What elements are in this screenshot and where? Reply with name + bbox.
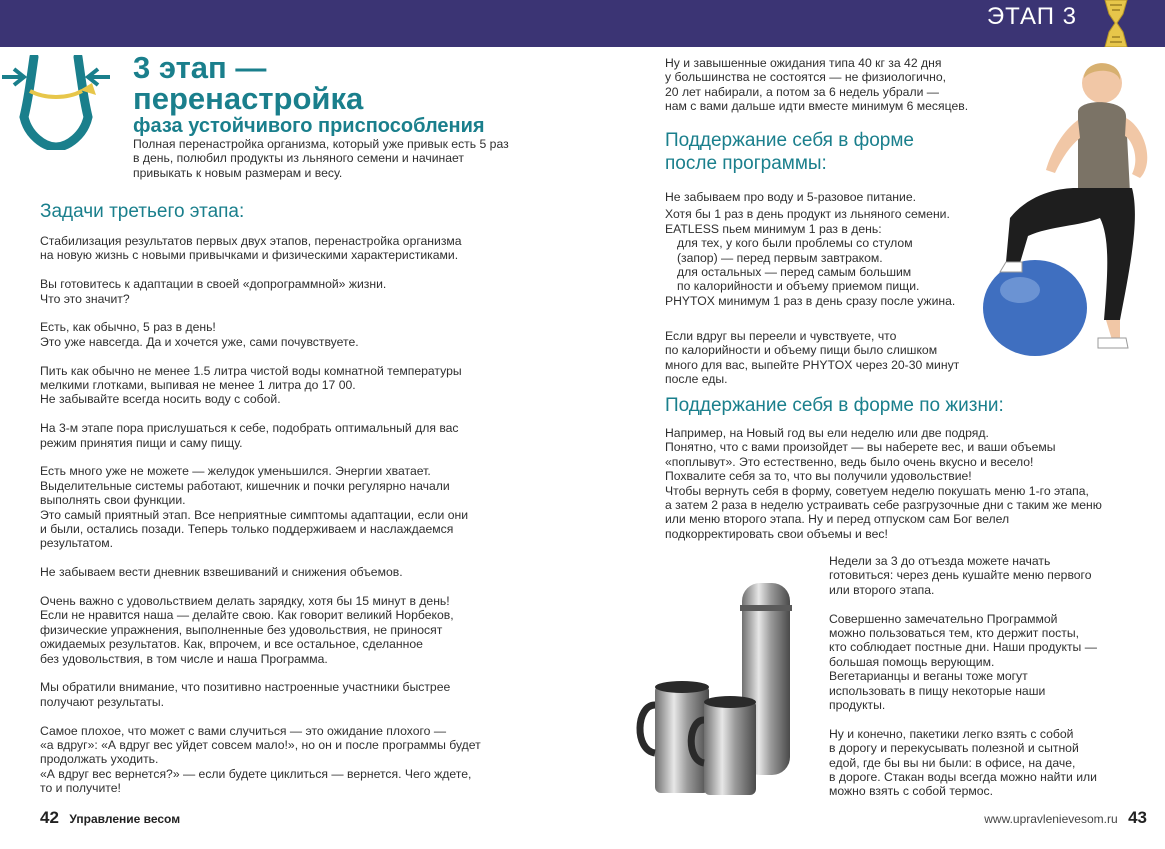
for-life-line: а затем 2 раза в неделю устраивать себе разгрузочные дни с таким же меню [665, 498, 1102, 513]
stage-label: ЭТАП 3 [986, 3, 1077, 30]
tasks-line: Стабилизация результатов первых двух этапов, перенастройка организма [40, 234, 462, 248]
section-title-after-program-line-2: после программы: [665, 153, 827, 174]
tasks-paragraph [40, 234, 500, 263]
tasks-line: продолжать уходить. [40, 752, 159, 767]
tasks-line: то и получите! [40, 781, 121, 796]
tasks-line: на новую жизнь с новыми привычками и физическими характеристиками. [40, 248, 459, 263]
tasks-line: Если не нравится наша — делайте свою. Как говорит великий Норбеков, [40, 608, 454, 623]
travel-line: или второго этапа. [829, 582, 935, 597]
title-line-1: 3 этап — [133, 50, 267, 85]
for-life-line: подкорректировать свои объемы и вес! [665, 526, 888, 541]
page-number-right: 43 [1128, 808, 1147, 827]
left-column-text [40, 234, 500, 810]
expectations-line: 20 лет набирали, а потом за 6 недель убрали — [665, 84, 939, 99]
tasks-paragraph [40, 277, 500, 306]
tasks-line: Самое плохое, что может с вами случиться — это ожидание плохого — [40, 723, 447, 738]
travel-line: можно пользоваться тем, кто держит посты, [829, 626, 1079, 641]
tasks-line: выполнять свои функции. [40, 493, 186, 508]
travel-line: можно взять с собой термос. [829, 784, 993, 799]
tasks-line: «а вдруг»: «А вдруг вес уйдет совсем мало!», но он и после программы будет [40, 738, 481, 753]
after-program-line: для тех, у кого были проблемы со стулом [677, 236, 913, 251]
tasks-paragraph [40, 594, 500, 666]
expectations-line: у большинства не состоятся — не физиологично, [665, 70, 947, 85]
for-life-line: или меню второго этапа. Ну и перед отпуском сам Бог велел [665, 512, 1010, 527]
expectations-line: Ну и завышенные ожидания типа 40 кг за 42 дня [665, 56, 942, 70]
tasks-line: режим принятия пищи и саму пищу. [40, 435, 243, 450]
for-life-line: Понятно, что с вами произойдет — вы наберете вес, и ваши объемы [665, 440, 1056, 455]
travel-paragraph [829, 612, 1129, 713]
footer-right [984, 808, 1147, 828]
overeat-note-text [665, 329, 975, 387]
travel-line: большая помощь верующим. [829, 654, 995, 669]
overeat-note-line: Если вдруг вы переели и чувствуете, что [665, 329, 897, 343]
for-life-line: «поплывут». Это естественно, ведь было очень вкусно и весело! [665, 454, 1034, 469]
website-link[interactable]: www.upravlenievesom.ru [984, 812, 1118, 826]
travel-line: едой, где бы вы ни были: в офисе, на даче, [829, 755, 1076, 770]
for-life-text [665, 426, 1135, 541]
section-title-tasks: Задачи третьего этапа: [40, 201, 245, 222]
after-program-line: (запор) — перед первым завтраком. [677, 250, 883, 265]
travel-line: продукты. [829, 698, 886, 713]
measuring-tape-icon [1101, 0, 1131, 47]
after-program-line: Не забываем про воду и 5-разовое питание. [665, 190, 917, 204]
tasks-line: Есть, как обычно, 5 раз в день! [40, 320, 216, 335]
intro-text: Полная перенастройка организма, который уже привык есть 5 раз в день, полюбил продукты из льняного семени и начинает привыкать к новым размерам и весу. [133, 137, 509, 180]
tasks-line: ожидаемых результатов. Как, впрочем, и все остальное, сделанное [40, 637, 423, 652]
tasks-line: Что это значит? [40, 291, 130, 306]
tasks-line: получают результаты. [40, 694, 165, 709]
tasks-line: Это уже навсегда. Да и хочется уже, сами почувствуете. [40, 334, 359, 349]
waist-measure-icon [0, 55, 112, 150]
overeat-note-line: по калорийности и объему пищи было слишком [665, 343, 938, 358]
after-program-line: для остальных — перед самым большим [677, 265, 912, 280]
travel-line: использовать в пищу некоторые наши [829, 683, 1046, 698]
travel-line: в дорогу и перекусывать полезной и сытной [829, 741, 1079, 756]
tasks-paragraph [40, 421, 500, 450]
after-program-line: PHYTOX минимум 1 раз в день сразу после ужина. [665, 293, 956, 308]
after-program-text [665, 190, 975, 308]
tasks-line: Есть много уже не можете — желудок уменьшился. Энергии хватает. [40, 464, 431, 479]
tasks-line: Очень важно с удовольствием делать зарядку, хотя бы 15 минут в день! [40, 594, 450, 609]
tasks-line: мелкими глотками, выпивая не менее 1 литра до 17 00. [40, 378, 356, 393]
after-program-line: по калорийности и объему приемом пищи. [677, 279, 920, 294]
travel-line: в дороге. Стакан воды всегда можно найти или [829, 770, 1097, 785]
right-intro-text [665, 56, 985, 114]
tasks-paragraph [40, 680, 500, 709]
footer-magazine-title: Управление весом [69, 812, 181, 826]
travel-line: Недели за 3 до отъезда можете начать [829, 554, 1051, 568]
page-title [133, 52, 363, 114]
tasks-line: «А вдруг вес вернется?» — если будете циклиться — вернется. Чего ждете, [40, 766, 472, 781]
tasks-paragraph [40, 565, 500, 579]
page-number-left: 42 [40, 808, 59, 827]
tasks-line: Пить как обычно не менее 1.5 литра чистой воды комнатной температуры [40, 363, 462, 378]
for-life-line: Чтобы вернуть себя в форму, советуем неделю покушать меню 1-го этапа, [665, 483, 1089, 498]
section-title-for-life: Поддержание себя в форме по жизни: [665, 395, 1004, 416]
title-line-2: перенастройка [133, 81, 364, 116]
tasks-paragraph [40, 464, 500, 550]
tasks-line: без удовольствия, в том числе и наша Программа. [40, 651, 328, 666]
thermos-image [630, 575, 800, 800]
after-program-line: EATLESS пьем минимум 1 раз в день: [665, 221, 882, 236]
section-title-after-program-line-1: Поддержание себя в форме [665, 130, 914, 151]
travel-paragraph [829, 554, 1129, 597]
tasks-line: Это самый приятный этап. Все неприятные симптомы адаптации, если они [40, 507, 469, 522]
page-subtitle: фаза устойчивого приспособления [133, 115, 485, 137]
for-life-line: Похвалите себя за то, что вы получили удовольствие! [665, 469, 972, 484]
tasks-line: Не забываем вести дневник взвешиваний и снижения объемов. [40, 565, 403, 580]
travel-text [829, 554, 1129, 813]
tasks-line: Выделительные системы работают, кишечник и почки регулярно начали [40, 478, 450, 493]
travel-line: Вегетарианцы и веганы тоже могут [829, 669, 1028, 684]
section-title-after-program [665, 129, 914, 175]
for-life-line: Например, на Новый год вы ели неделю или две подряд. [665, 426, 989, 440]
tasks-paragraph [40, 724, 500, 796]
tasks-line: и были, остались позади. Теперь только поддерживаем и наслаждаемся [40, 522, 454, 537]
tasks-line: физические упражнения, выполненные без удовольствия, не приносят [40, 622, 443, 637]
travel-line: Ну и конечно, пакетики легко взять с собой [829, 726, 1074, 741]
tasks-line: Мы обратили внимание, что позитивно настроенные участники быстрее [40, 680, 451, 695]
woman-fitness-ball-image [980, 58, 1165, 378]
header-bar [0, 0, 1165, 47]
overeat-note-line: много для вас, выпейте PHYTOX через 20-30 минут [665, 357, 960, 372]
footer-left [40, 808, 180, 828]
travel-line: Совершенно замечательно Программой [829, 611, 1058, 626]
tasks-line: На 3-м этапе пора прислушаться к себе, подобрать оптимальный для вас [40, 421, 459, 436]
travel-line: кто соблюдает постные дни. Наши продукты — [829, 640, 1097, 655]
travel-line: готовиться: через день кушайте меню первого [829, 568, 1092, 583]
tasks-paragraph [40, 320, 500, 349]
overeat-note-line: после еды. [665, 372, 728, 387]
tasks-paragraph [40, 364, 500, 407]
expectations-line: нам с вами дальше идти вместе минимум 6 месяцев. [665, 99, 969, 114]
after-program-line: Хотя бы 1 раз в день продукт из льняного семени. [665, 207, 950, 222]
tasks-line: Не забывайте всегда носить воду с собой. [40, 392, 281, 407]
travel-paragraph [829, 727, 1129, 799]
tasks-line: Вы готовитесь к адаптации в своей «допрограммной» жизни. [40, 277, 387, 292]
tasks-line: результатом. [40, 536, 114, 551]
